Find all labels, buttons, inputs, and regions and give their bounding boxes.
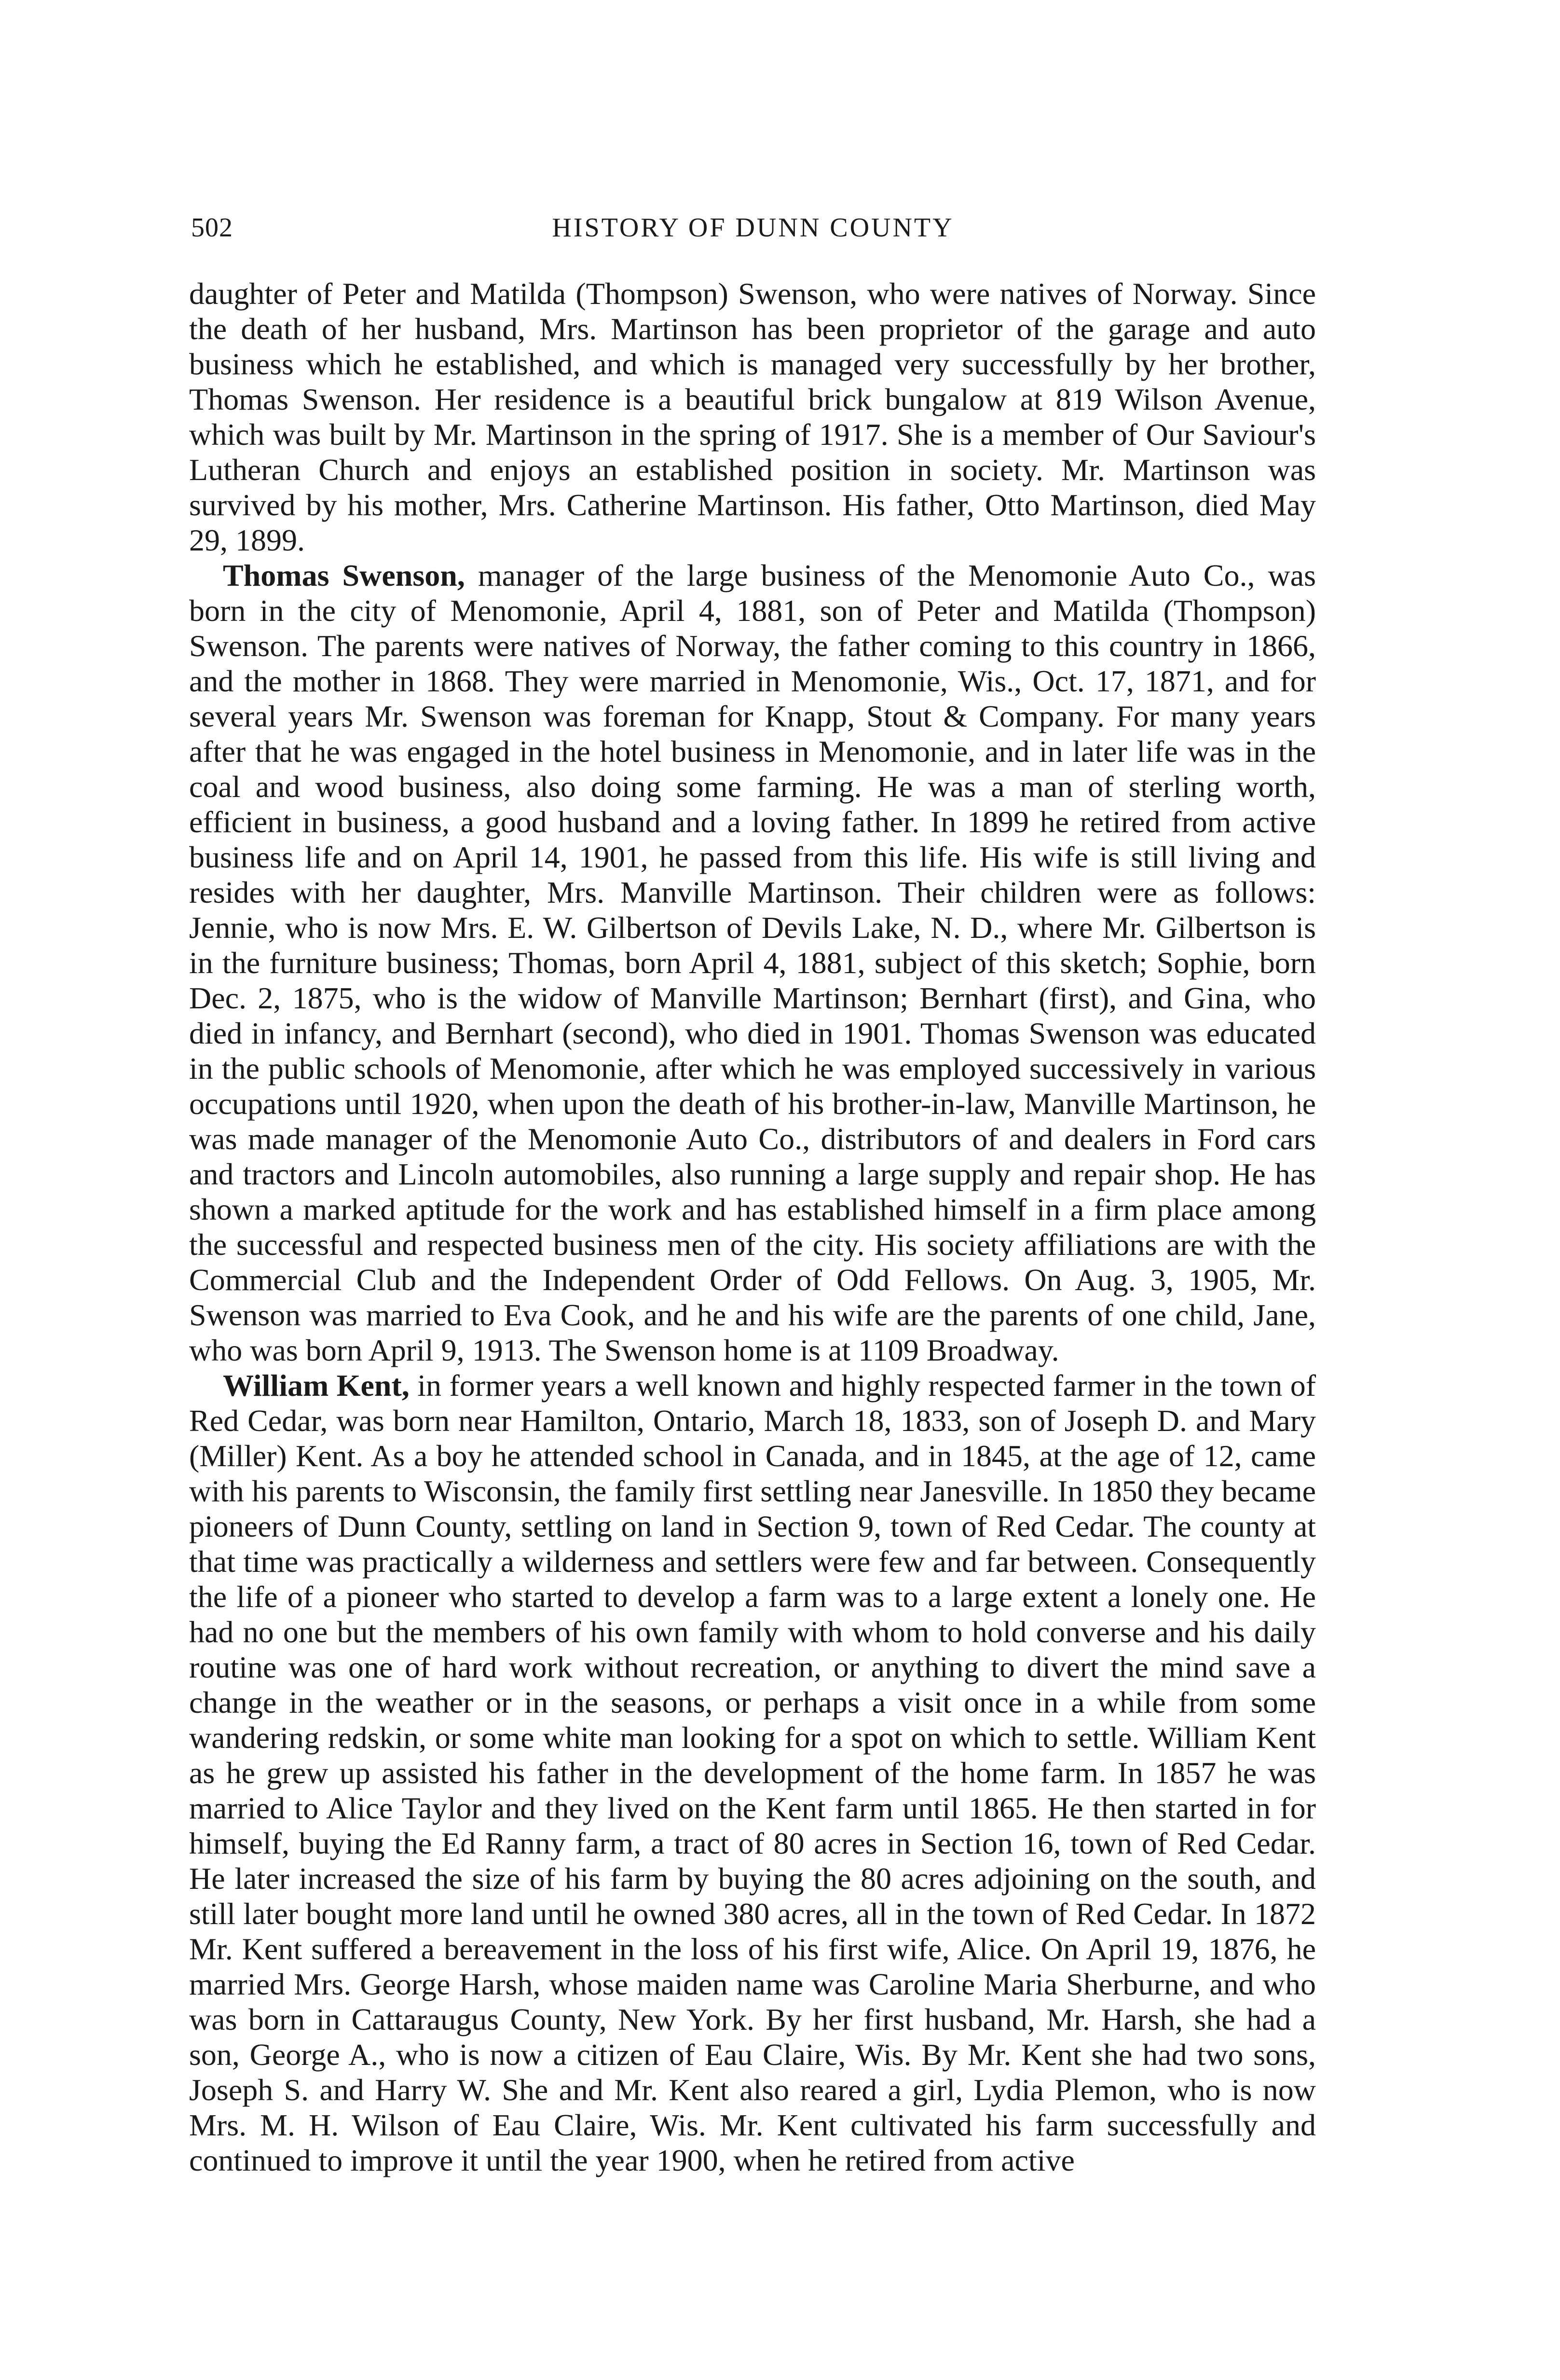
paragraph-william-kent	[189, 1368, 1316, 2178]
subject-name: Thomas Swenson,	[223, 558, 465, 592]
paragraph-text: manager of the large business of the Menomonie Auto Co., was born in the city of Menomonie, April 4, 1881, son of Peter and Matilda (Thompson) Swenson. The parents were natives of Norway, the father coming to this country in 1866, and the mother in 1868. They were married in Menomonie, Wis., Oct. 17, 1871, and for several years Mr. Swenson was foreman for Knapp, Stout & Company. For many years after that he was engaged in the hotel business in Menomonie, and in later life was in the coal and wood business, also doing some farming. He was a man of sterling worth, efficient in business, a good husband and a loving father. In 1899 he retired from active business life and on April 14, 1901, he passed from this life. His wife is still living and resides with her daughter, Mrs. Manville Martinson. Their children were as follows: Jennie, who is now Mrs. E. W. Gilbertson of Devils Lake, N. D., where Mr. Gilbertson is in the furniture business; Thomas, born April 4, 1881, subject of this sketch; Sophie, born Dec. 2, 1875, who is the widow of Manville Martinson; Bernhart (first), and Gina, who died in infancy, and Bernhart (second), who died in 1901. Thomas Swenson was educated in the public schools of Menomonie, after which he was employed successively in various occupations until 1920, when upon the death of his brother-in-law, Manville Martinson, he was made manager of the Menomonie Auto Co., distributors of and dealers in Ford cars and tractors and Lincoln automobiles, also running a large supply and repair shop. He has shown a marked aptitude for the work and has established himself in a firm place among the successful and respected business men of the city. His society affiliations are with the Commercial Club and the Independent Order of Odd Fellows. On Aug. 3, 1905, Mr. Swenson was married to Eva Cook, and he and his wife are the parents of one child, Jane, who was born April 9, 1913. The Swenson home is at 1109 Broadway.	[189, 558, 1316, 1367]
subject-name: William Kent,	[223, 1368, 410, 1403]
paragraph-thomas-swenson	[189, 558, 1316, 1368]
paragraph-text: daughter of Peter and Matilda (Thompson) Swenson, who were natives of Norway. Since the death of her husband, Mrs. Martinson has been proprietor of the garage and auto business which he established, and which is managed very successfully by her brother, Thomas Swenson. Her residence is a beautiful brick bungalow at 819 Wilson Avenue, which was built by Mr. Martinson in the spring of 1917. She is a member of Our Saviour's Lutheran Church and enjoys an established position in society. Mr. Martinson was survived by his mother, Mrs. Catherine Martinson. His father, Otto Martinson, died May 29, 1899.	[189, 276, 1316, 557]
page-number: 502	[191, 213, 233, 243]
body-text	[189, 276, 1316, 2178]
paragraph-continuation	[189, 276, 1316, 558]
paragraph-text: in former years a well known and highly respected farmer in the town of Red Cedar, was born near Hamilton, Ontario, March 18, 1833, son of Joseph D. and Mary (Miller) Kent. As a boy he attended school in Canada, and in 1845, at the age of 12, came with his parents to Wisconsin, the family first settling near Janesville. In 1850 they became pioneers of Dunn County, settling on land in Section 9, town of Red Cedar. The county at that time was practically a wilderness and settlers were few and far between. Consequently the life of a pioneer who started to develop a farm was to a large extent a lonely one. He had no one but the members of his own family with whom to hold converse and his daily routine was one of hard work without recreation, or anything to divert the mind save a change in the weather or in the seasons, or perhaps a visit once in a while from some wandering redskin, or some white man looking for a spot on which to settle. William Kent as he grew up assisted his father in the development of the home farm. In 1857 he was married to Alice Taylor and they lived on the Kent farm until 1865. He then started in for himself, buying the Ed Ranny farm, a tract of 80 acres in Section 16, town of Red Cedar. He later increased the size of his farm by buying the 80 acres adjoining on the south, and still later bought more land until he owned 380 acres, all in the town of Red Cedar. In 1872 Mr. Kent suffered a bereavement in the loss of his first wife, Alice. On April 19, 1876, he married Mrs. George Harsh, whose maiden name was Caroline Maria Sherburne, and who was born in Cattaraugus County, New York. By her first husband, Mr. Harsh, she had a son, George A., who is now a citizen of Eau Claire, Wis. By Mr. Kent she had two sons, Joseph S. and Harry W. She and Mr. Kent also reared a girl, Lydia Plemon, who is now Mrs. M. H. Wilson of Eau Claire, Wis. Mr. Kent cultivated his farm successfully and continued to improve it until the year 1900, when he retired from active	[189, 1368, 1316, 2177]
running-head	[191, 212, 1315, 246]
running-title: HISTORY OF DUNN COUNTY	[552, 213, 954, 243]
